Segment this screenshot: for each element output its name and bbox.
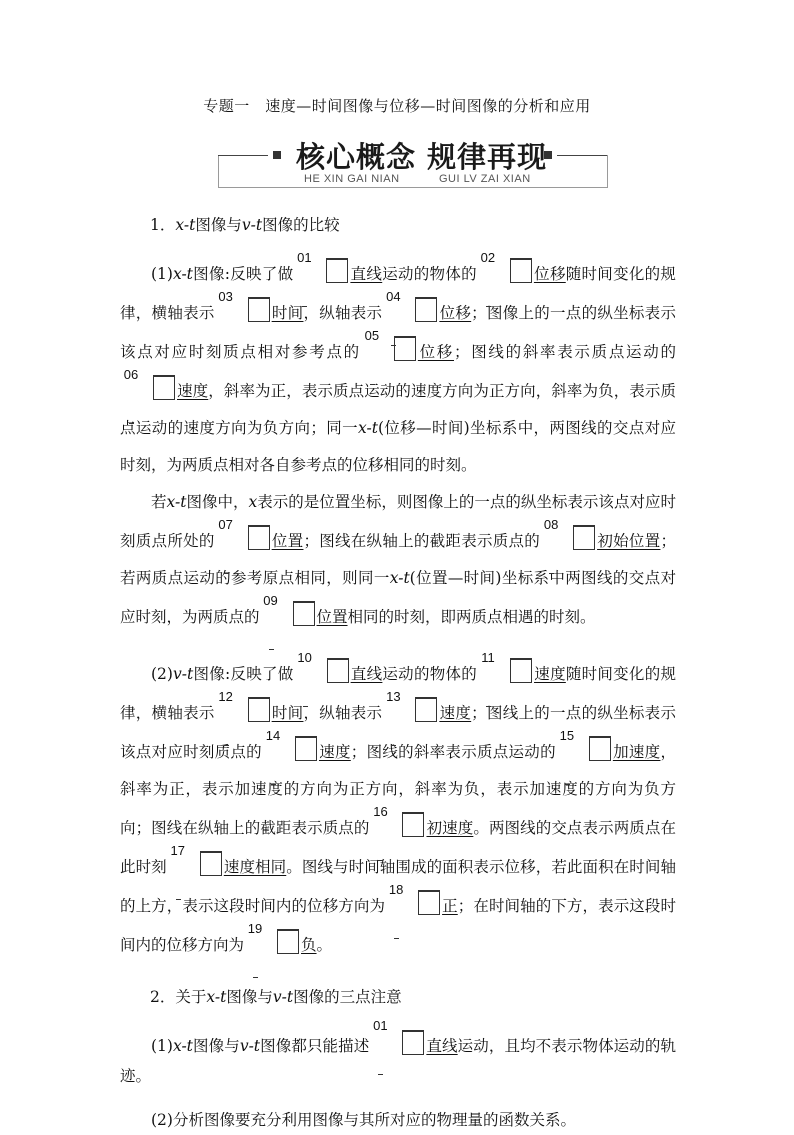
answer-box [293,601,315,626]
answer-box [326,258,348,283]
banner-pinyin-left: HE XIN GAI NIAN [304,173,400,185]
answer-text: 位置 [271,532,304,550]
answer-box [402,812,424,837]
answer-text: 直线 [350,265,383,283]
answer-text: 速度 [534,665,566,683]
blank-09: 09 [260,597,317,636]
paragraph-vt-graph: (2)v-t图像:反映了做 10 直线运动的物体的 11 速度随时间变化的规律，横轴表示 12 时间，纵轴表示 13 速度；图线上的一点的纵坐标表示该点对应时刻质点的 14 速度；图线的斜率表示质点运动的 15 加速度，斜率为正，表示加速度的方向为正方向，斜率为负，表示加速度的方向为负方向；图线在纵轴上的截距表示质点的 16 初速度。两图线的交点表示两质点在此时刻 17 速度相同。图线与时间轴围成的面积表示位移，若此面积在时间轴的上方，表示这段时间内的位移方向为 18 正；在时间轴的下方，表示这段时间内的位移方向为 19 负。 [120,654,676,964]
answer-text: 位移 [533,265,566,283]
answer-text: 正 [442,897,458,915]
blank-18: 18 [385,886,442,925]
answer-box [510,258,532,283]
answer-box [327,658,349,683]
blank-note-01: 01 [369,1026,426,1061]
banner-rule-left [218,155,268,156]
banner-heading: 核心概念 规律再现 [296,140,548,174]
banner-pinyin-right: GUI LV ZAI XIAN [439,173,531,185]
banner-square-left [273,151,281,159]
answer-text: 直线 [350,665,383,683]
blank-11: 11 [477,654,534,693]
blank-13: 13 [382,693,439,732]
answer-box [277,929,299,954]
blank-16: 16 [369,808,426,847]
answer-text: 初始位置 [597,532,661,550]
paragraph-xt-graph: (1)x-t图像:反映了做 01 直线运动的物体的 02 位移随时间变化的规律，横轴表示 03 时间，纵轴表示 04 位移；图像上的一点的纵坐标表示该点对应时刻质点相对参考点的 05 位移；图线的斜率表示质点运动的 06 速度，斜率为正，表示质点运动的速度方向为正方向，斜率为负，表示质点运动的速度方向为负方向；同一x-t(位移—时间)坐标系中，两图线的交点对应时刻，为两质点相对各自参考点的位移相同的时刻。 [120,250,676,474]
blank-14: 14 [262,732,319,771]
answer-box [573,525,595,550]
answer-text: 位移 [417,343,454,361]
answer-text: 初速度 [426,819,474,837]
answer-text: 负 [301,936,317,954]
answer-text: 时间 [271,704,304,722]
answer-text: 速度 [439,704,472,722]
section-banner [218,133,608,188]
answer-text: 速度 [177,382,209,400]
blank-05: 05 [361,332,418,371]
answer-box [510,658,532,683]
blank-15: 15 [556,732,613,771]
blank-01: 01 [293,254,350,293]
answer-box [295,736,317,761]
blank-02: 02 [477,254,534,293]
answer-text: 时间 [271,304,304,322]
answer-box [248,297,270,322]
page-title: 专题一 速度—时间图像与位移—时间图像的分析和应用 [203,97,591,115]
answer-text: 加速度 [612,743,661,761]
answer-text: 速度相同 [223,858,287,876]
answer-box [589,736,611,761]
answer-box [248,525,270,550]
blank-06: 06 [120,371,177,410]
answer-box [200,851,222,876]
answer-box [153,375,175,400]
blank-17: 17 [167,847,224,886]
paragraph-note-2: (2)分析图像要充分利用图像与其所对应的物理量的函数关系。 [151,1111,576,1129]
blank-08: 08 [540,521,597,560]
answer-box [394,336,416,361]
section-heading-2: 2．关于x-t图像与v-t图像的三点注意 [150,988,402,1006]
blank-04: 04 [382,293,439,332]
answer-text: 速度 [318,743,351,761]
blank-19: 19 [244,925,301,964]
answer-text: 位置 [316,608,348,626]
answer-box [402,1030,424,1055]
document-body [120,210,676,1135]
blank-10: 10 [294,654,351,693]
blank-12: 12 [215,693,272,732]
banner-rule-right [557,155,607,156]
blank-03: 03 [215,293,272,332]
blank-07: 07 [215,521,272,560]
answer-box [415,697,437,722]
answer-box [415,297,437,322]
paragraph-note-1: (1)x-t图像与v-t图像都只能描述 01 直线运动，且均不表示物体运动的轨迹。 [120,1018,676,1085]
paragraph-position-coordinate: 若x-t图像中，x表示的是位置坐标，则图像上的一点的纵坐标表示该点对应时刻质点所处的 07 位置；图线在纵轴上的截距表示质点的 08 初始位置；若两质点运动的参考原点相同，则同一x-t(位置—时间)坐标系中两图线的交点对应时刻，为两质点的 09 位置相同的时刻，即两质点相遇的时刻。 [120,484,676,636]
answer-text: 直线 [426,1037,458,1055]
answer-text: 位移 [439,304,472,322]
section-heading-1: 1．x-t图像与v-t图像的比较 [150,216,340,234]
answer-box [418,890,440,915]
